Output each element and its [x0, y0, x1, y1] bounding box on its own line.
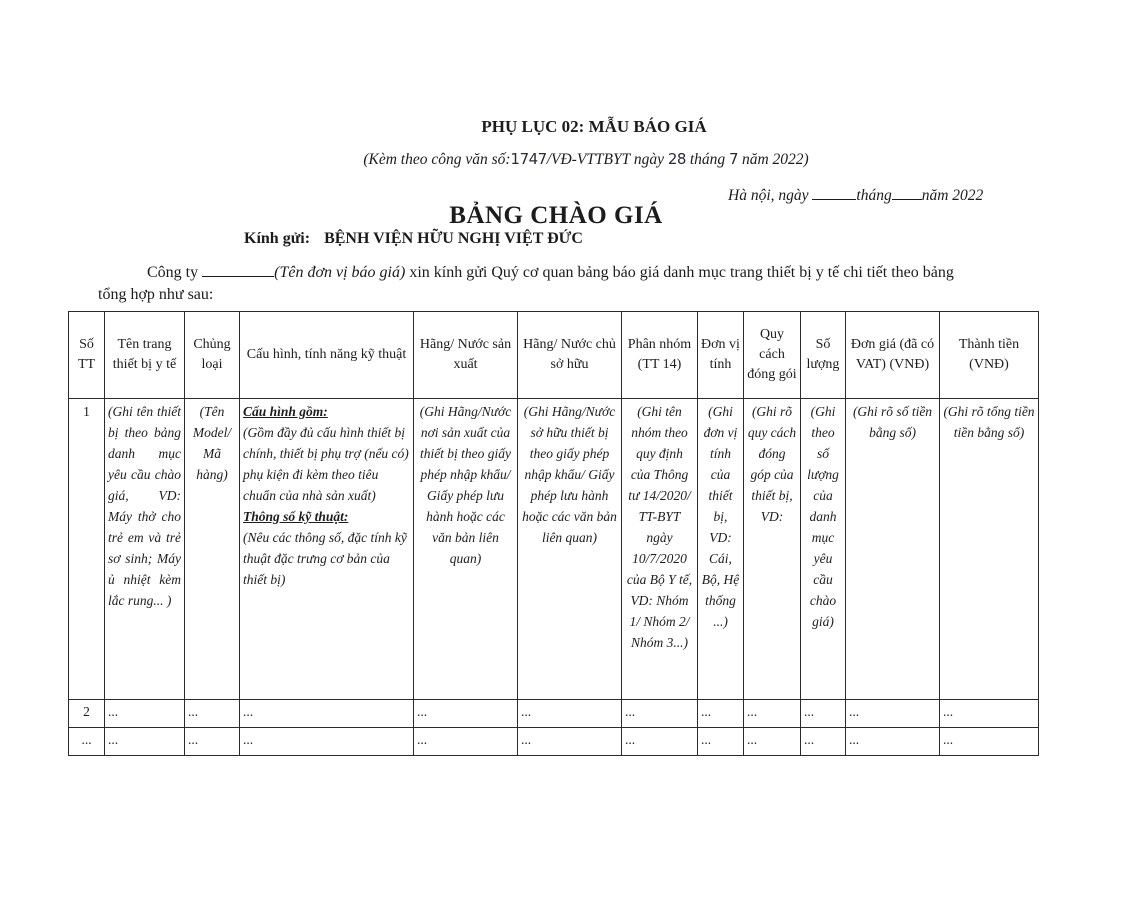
ref-suffix: năm 2022) [741, 151, 809, 168]
table-row [69, 728, 1039, 756]
cell-manufacturer: (Ghi Hãng/Nước nơi sản xuất của thiết bị theo giấy phép nhập khẩu/ Giấy phép lưu hành hoặc các văn bản liên quan) [414, 399, 518, 700]
col-header-config: Cấu hình, tính năng kỹ thuật [240, 312, 414, 399]
cell-stt: 1 [69, 399, 105, 700]
intro-placeholder: (Tên đơn vị báo giá) [274, 264, 406, 281]
cell-packing: ... [744, 700, 801, 728]
intro-line-2: tổng hợp như sau: [98, 286, 214, 303]
cell-type: ... [185, 700, 240, 728]
table-header-row [69, 312, 1039, 399]
ref-prefix: (Kèm theo công văn số: [363, 151, 511, 168]
intro-company: Công ty [147, 264, 199, 281]
cell-owner: ... [518, 728, 622, 756]
date-month: tháng [856, 187, 892, 204]
cell-type: ... [185, 728, 240, 756]
cell-price: (Ghi rõ số tiền bằng số) [846, 399, 940, 700]
cell-manufacturer: ... [414, 728, 518, 756]
cell-total: ... [940, 700, 1039, 728]
col-header-packing: Quy cách đóng gói [744, 312, 801, 399]
reference-line [0, 150, 1143, 169]
intro-line-1 [147, 262, 954, 282]
date-place: Hà nội, ngày [728, 187, 809, 204]
config-heading: Cấu hình gồm: [243, 404, 328, 419]
recipient-line [244, 230, 583, 248]
cell-qty: ... [801, 728, 846, 756]
appendix-title: PHỤ LỤC 02: MẪU BÁO GIÁ [481, 117, 707, 136]
cell-stt: ... [69, 728, 105, 756]
cell-config: ... [240, 700, 414, 728]
ref-month-handwritten: 7 [729, 150, 739, 168]
col-header-stt: Số TT [69, 312, 105, 399]
cell-unit: ... [698, 700, 744, 728]
cell-owner: (Ghi Hãng/Nước sở hữu thiết bị theo giấy phép nhập khẩu/ Giấy phép lưu hành hoặc các văn bản liên quan) [518, 399, 622, 700]
cell-group: ... [622, 700, 698, 728]
ref-number-handwritten: 1747 [510, 150, 547, 168]
ref-month-label: tháng [689, 151, 726, 168]
table-row [69, 399, 1039, 700]
col-header-type: Chủng loại [185, 312, 240, 399]
cell-unit: (Ghi đơn vị tính của thiết bị, VD: Cái, Bộ, Hệ thống ...) [698, 399, 744, 700]
recipient-name: BỆNH VIỆN HỮU NGHỊ VIỆT ĐỨC [324, 230, 583, 247]
cell-group: ... [622, 728, 698, 756]
col-header-name: Tên trang thiết bị y tế [105, 312, 185, 399]
col-header-total: Thành tiền (VNĐ) [940, 312, 1039, 399]
cell-type: (Tên Model/ Mã hàng) [185, 399, 240, 700]
recipient-label: Kính gửi: [244, 230, 311, 247]
col-header-unit: Đơn vị tính [698, 312, 744, 399]
cell-qty: (Ghi theo số lượng của danh mục yêu cầu chào giá) [801, 399, 846, 700]
cell-unit: ... [698, 728, 744, 756]
cell-owner: ... [518, 700, 622, 728]
ref-mid: /VĐ-VTTBYT ngày [546, 151, 664, 168]
cell-packing: ... [744, 728, 801, 756]
main-title: BẢNG CHÀO GIÁ [449, 202, 663, 229]
cell-total: ... [940, 728, 1039, 756]
day-blank [812, 185, 856, 200]
cell-name: ... [105, 728, 185, 756]
cell-price: ... [846, 700, 940, 728]
quotation-table [68, 311, 1039, 756]
cell-qty: ... [801, 700, 846, 728]
cell-packing: (Ghi rõ quy cách đóng góp của thiết bị, VD: [744, 399, 801, 700]
config-text: (Gồm đầy đủ cấu hình thiết bị chính, thiết bị phụ trợ (nếu có) phụ kiện đi kèm theo tiêu chuẩn của nhà sản xuất) [243, 425, 409, 503]
cell-name: (Ghi tên thiết bị theo bảng danh mục yêu cầu chào giá, VD: Máy thở cho trẻ em và trẻ sơ sinh; Máy ủ nhiệt kèm lắc rung... ) [105, 399, 185, 700]
col-header-group: Phân nhóm (TT 14) [622, 312, 698, 399]
date-year: năm 2022 [921, 187, 984, 204]
col-header-qty: Số lượng [801, 312, 846, 399]
cell-config: ... [240, 728, 414, 756]
col-header-owner: Hãng/ Nước chủ sở hữu [518, 312, 622, 399]
cell-config [240, 399, 414, 700]
cell-name: ... [105, 700, 185, 728]
cell-total: (Ghi rõ tổng tiền tiền bằng số) [940, 399, 1039, 700]
cell-stt: 2 [69, 700, 105, 728]
col-header-manufacturer: Hãng/ Nước sản xuất [414, 312, 518, 399]
spec-text: (Nêu các thông số, đặc tính kỹ thuật đặc trưng cơ bản của thiết bị) [243, 530, 407, 587]
intro-rest: xin kính gửi Quý cơ quan bảng báo giá danh mục trang thiết bị y tế chi tiết theo bảng [409, 264, 954, 281]
company-blank [202, 262, 274, 277]
cell-manufacturer: ... [414, 700, 518, 728]
spec-heading: Thông số kỹ thuật: [243, 509, 349, 524]
cell-group: (Ghi tên nhóm theo quy định của Thông tư 14/2020/ TT-BYT ngày 10/7/2020 của Bộ Y tế, VD: Nhóm 1/ Nhóm 2/ Nhóm 3...) [622, 399, 698, 700]
ref-day-handwritten: 28 [667, 150, 686, 168]
table-row [69, 700, 1039, 728]
col-header-price: Đơn giá (đã có VAT) (VNĐ) [846, 312, 940, 399]
cell-price: ... [846, 728, 940, 756]
month-blank [892, 185, 922, 200]
